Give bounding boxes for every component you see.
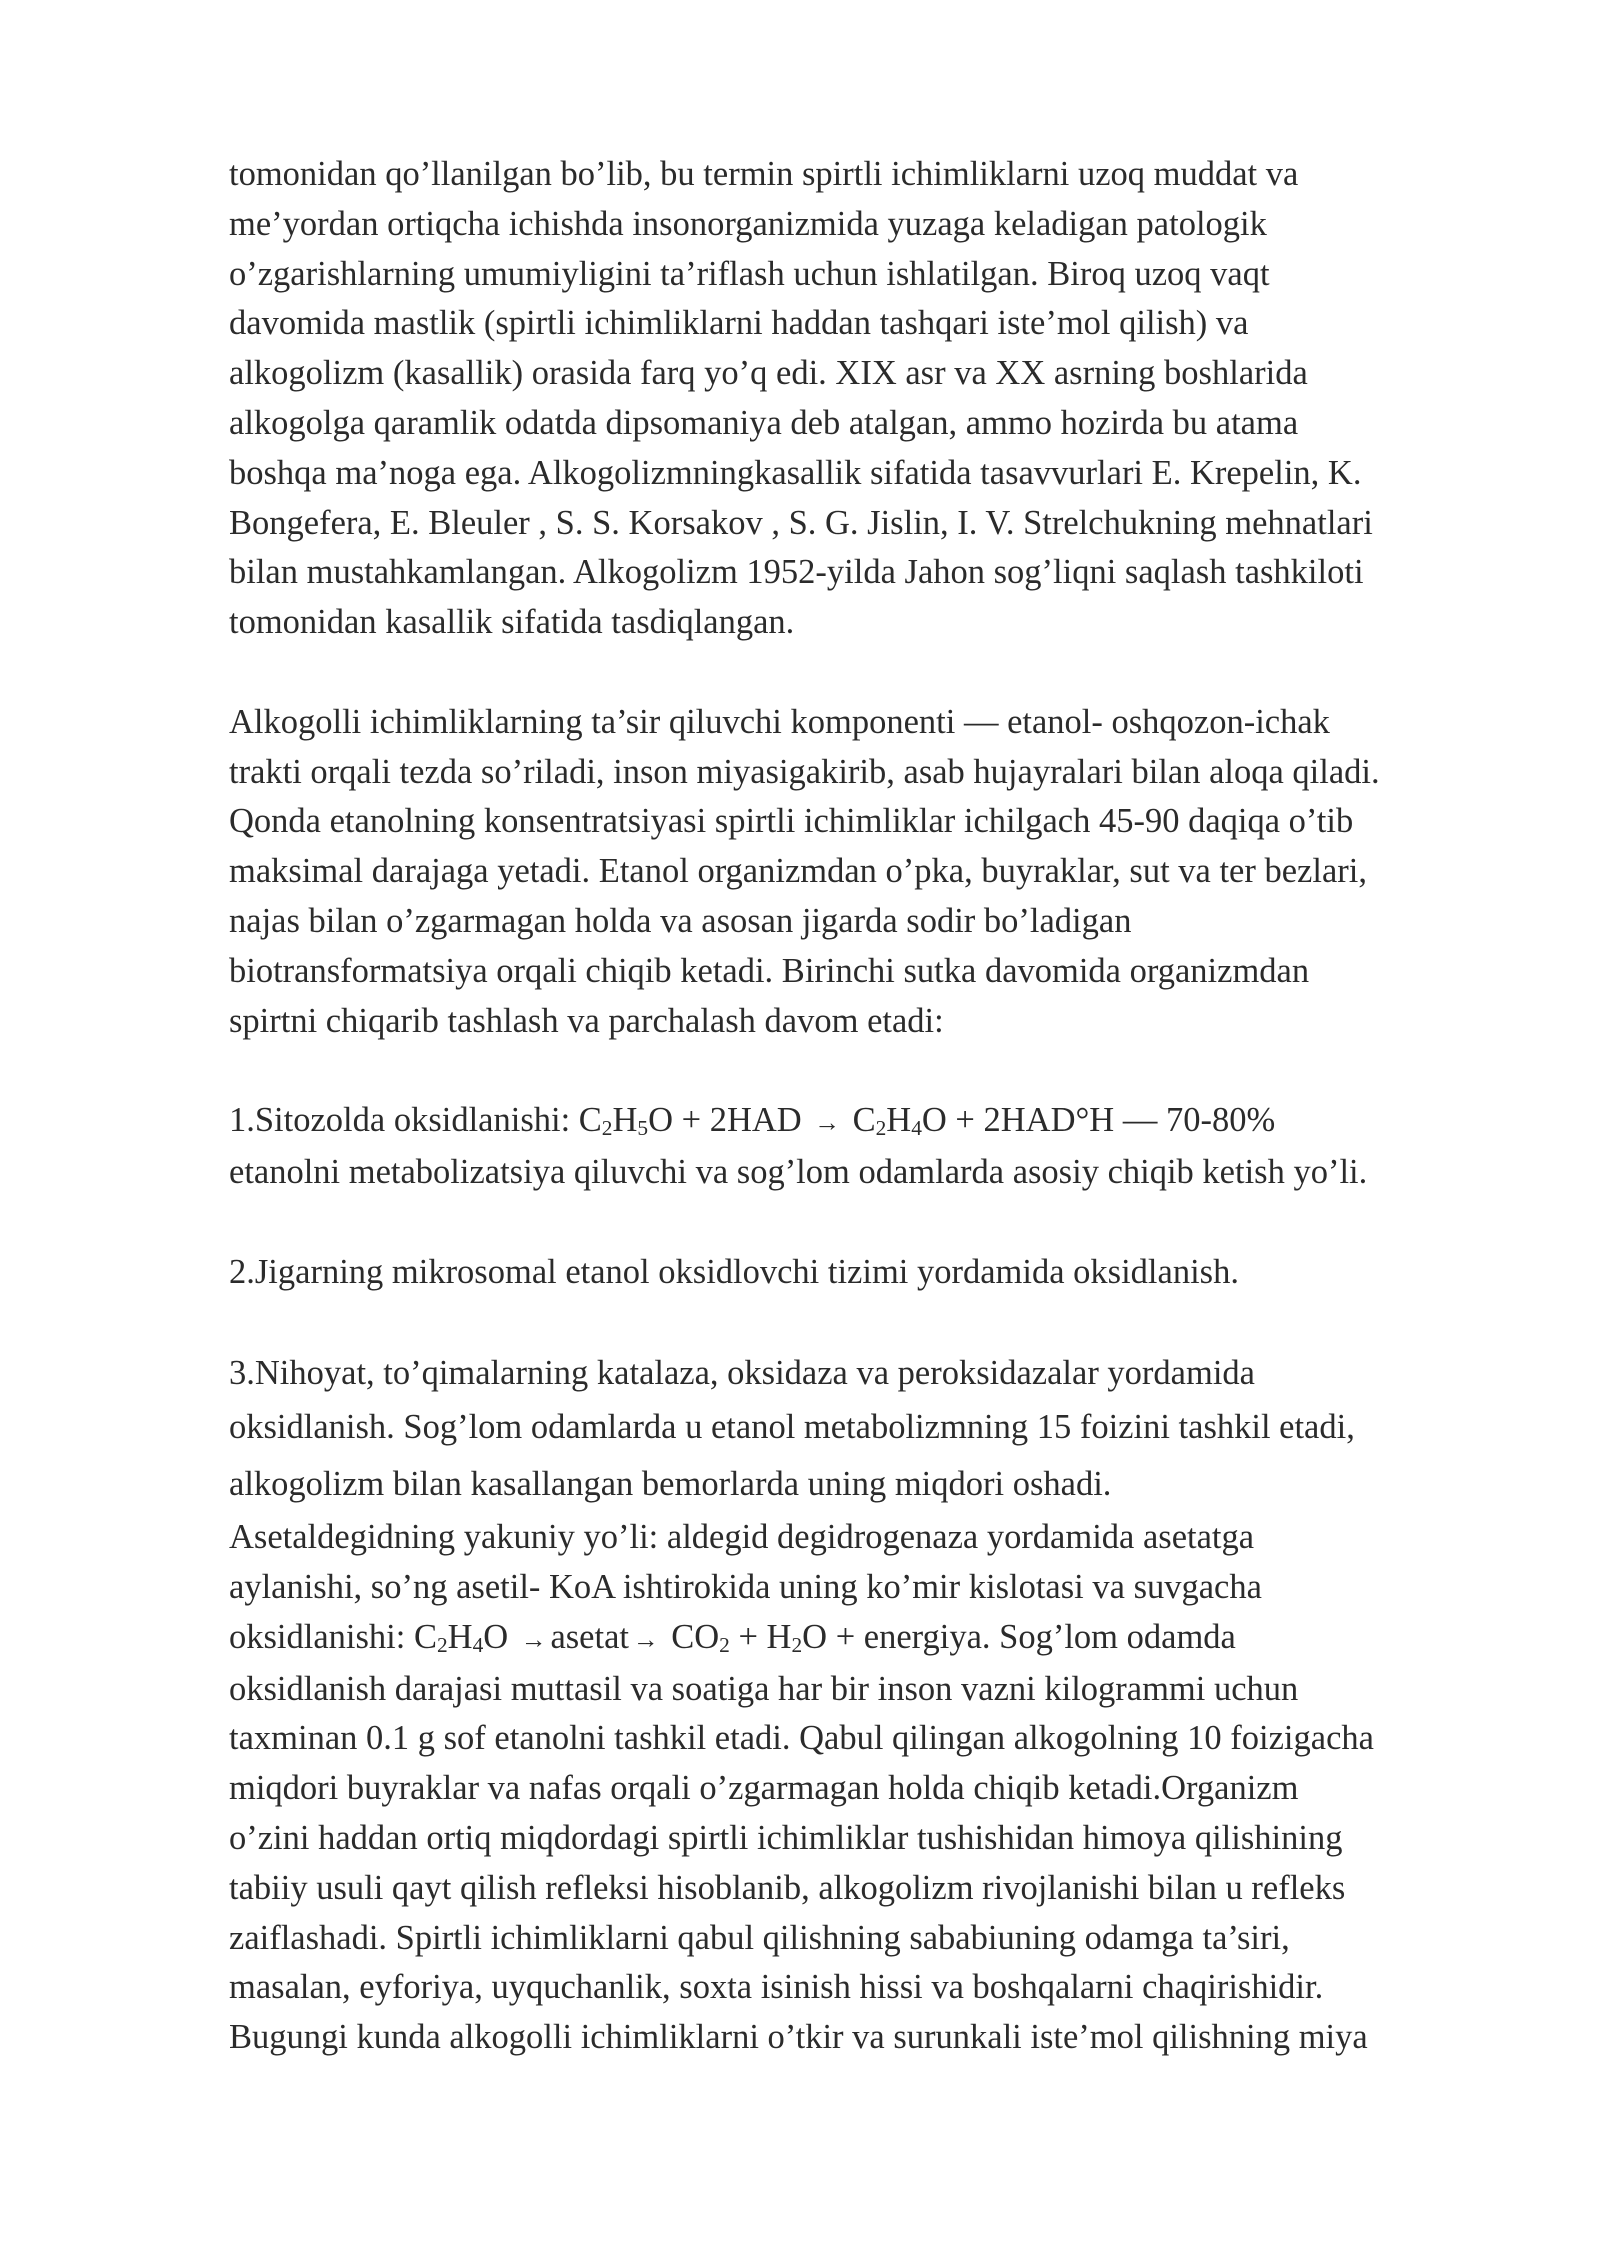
formula-text: H: [612, 1101, 638, 1140]
paragraph-1: [229, 150, 1509, 648]
text-line: masalan, eyforiya, uyquchanlik, soxta isinish hissi va boshqalarni chaqirishidir.: [229, 1968, 1324, 2007]
text-line: taxminan 0.1 g sof etanolni tashkil etadi. Qabul qilingan alkogolning 10 foizigacha: [229, 1719, 1374, 1758]
text-line: bilan mustahkamlangan. Alkogolizm 1952-yilda Jahon sog’liqni saqlash tashkiloti: [229, 553, 1364, 592]
formula-text: C: [852, 1101, 876, 1140]
text-line: Qonda etanolning konsentratsiyasi spirtli ichimliklar ichilgach 45-90 daqiqa o’tib: [229, 802, 1354, 841]
list-item-1: [229, 1096, 1509, 1198]
subscript: 2: [875, 1115, 887, 1140]
text-line: oksidlanish. Sog’lom odamlarda u etanol metabolizmning 15 foizini tashkil etadi,: [229, 1408, 1355, 1447]
text-line: tomonidan kasallik sifatida tasdiqlangan.: [229, 603, 795, 642]
text-line: alkogolga qaramlik odatda dipsomaniya deb atalgan, ammo hozirda bu atama: [229, 403, 1299, 442]
formula-text: O + 2HAD°H — 70-80%: [921, 1101, 1276, 1140]
formula-text: H: [886, 1101, 912, 1140]
text-line: Alkogolli ichimliklarning ta’sir qiluvchi komponenti — etanol- oshqozon-ichak: [229, 702, 1330, 741]
formula-text: asetat: [550, 1617, 629, 1656]
text-line: boshqa ma’noga ega. Alkogolizmningkasallik sifatida tasavvurlari E. Krepelin, K.: [229, 453, 1362, 492]
paragraph-gap: [229, 1198, 1509, 1248]
formula-text: O + 2HAD: [648, 1101, 802, 1140]
paragraph-gap: [229, 1046, 1509, 1096]
formula-line: [229, 1096, 1509, 1148]
formula-text: O + energiya. Sog’lom odamda: [802, 1617, 1236, 1656]
text-line: Bugungi kunda alkogolli ichimliklarni o’tkir va surunkali iste’mol qilishning miya: [229, 2018, 1368, 2057]
list-item-2: [229, 1248, 1509, 1298]
arrow-icon: →: [632, 1624, 659, 1654]
text-line: aylanishi, so’ng asetil- KoA ishtirokida uning ko’mir kislotasi va suvgacha: [229, 1567, 1262, 1606]
formula-text: H: [447, 1617, 473, 1656]
text-line: najas bilan o’zgarmagan holda va asosan jigarda sodir bo’ladigan: [229, 901, 1132, 940]
text-line: 3.Nihoyat, to’qimalarning katalaza, oksidaza va peroksidazalar yordamida: [229, 1354, 1255, 1393]
text-line: oksidlanish darajasi muttasil va soatiga har bir inson vazni kilogrammi uchun: [229, 1669, 1299, 1708]
subscript: 2: [601, 1115, 613, 1140]
paragraph-gap: [229, 648, 1509, 698]
text-line: spirtni chiqarib tashlash va parchalash davom etadi:: [229, 1001, 944, 1040]
arrow-icon: →: [814, 1108, 841, 1138]
text-line: trakti orqali tezda so’riladi, inson miyasigakirib, asab hujayralari bilan aloqa qiladi.: [229, 752, 1380, 791]
text-line: miqdori buyraklar va nafas orqali o’zgarmagan holda chiqib ketadi.Organizm: [229, 1769, 1299, 1808]
document-page: [229, 150, 1509, 2063]
paragraph-4: [229, 1513, 1509, 2063]
list-item-3: [229, 1349, 1509, 1513]
subscript: 2: [791, 1632, 803, 1657]
text-line: o’zgarishlarning umumiyligini ta’riflash uchun ishlatilgan. Biroq uzoq vaqt: [229, 254, 1270, 293]
text-line: o’zini haddan ortiq miqdordagi spirtli ichimliklar tushishidan himoya qilishining: [229, 1818, 1343, 1857]
text-line: davomida mastlik (spirtli ichimliklarni haddan tashqari iste’mol qilish) va: [229, 304, 1249, 343]
formula-text: O: [483, 1617, 509, 1656]
formula-text: CO: [671, 1617, 720, 1656]
text-line: alkogolizm bilan kasallangan bemorlarda uning miqdori oshadi.: [229, 1465, 1112, 1504]
paragraph-gap: [229, 1297, 1509, 1349]
text-line: me’yordan ortiqcha ichishda insonorganizmida yuzaga keladigan patologik: [229, 204, 1267, 243]
formula-line: [229, 1613, 1509, 1665]
text-line: biotransformatsiya orqali chiqib ketadi. Birinchi sutka davomida organizmdan: [229, 951, 1310, 990]
text-line: tomonidan qo’llanilgan bo’lib, bu termin spirtli ichimliklarni uzoq muddat va: [229, 155, 1299, 193]
text-line: 2.Jigarning mikrosomal etanol oksidlovchi tizimi yordamida oksidlanish.: [229, 1252, 1239, 1291]
text-line: maksimal darajaga yetadi. Etanol organizmdan o’pka, buyraklar, sut va ter bezlari,: [229, 852, 1367, 891]
text-line: alkogolizm (kasallik) orasida farq yo’q edi. XIX asr va XX asrning boshlarida: [229, 354, 1308, 393]
list-item-1-prefix: 1.Sitozolda oksidlanishi: C: [229, 1101, 602, 1140]
subscript: 4: [911, 1115, 922, 1140]
text-line: tabiiy usuli qayt qilish refleksi hisoblanib, alkogolizm rivojlanishi bilan u refleks: [229, 1868, 1346, 1907]
subscript: 4: [472, 1632, 484, 1657]
paragraph-2: [229, 698, 1509, 1047]
text-line: Bongefera, E. Bleuler , S. S. Korsakov , S. G. Jislin, I. V. Strelchukning mehnatlari: [229, 503, 1373, 542]
formula-text: oksidlanishi: C: [229, 1617, 437, 1656]
text-line: zaiflashadi. Spirtli ichimliklarni qabul qilishning sababiuning odamga ta’siri,: [229, 1918, 1290, 1957]
text-line: etanolni metabolizatsiya qiluvchi va sog’lom odamlarda asosiy chiqib ketish yo’li.: [229, 1152, 1368, 1191]
formula-text: + H: [738, 1617, 792, 1656]
arrow-icon: →: [520, 1624, 547, 1654]
subscript: 2: [436, 1632, 448, 1657]
subscript: 2: [719, 1632, 730, 1657]
text-line: Asetaldegidning yakuniy yo’li: aldegid degidrogenaza yordamida asetatga: [229, 1518, 1255, 1557]
subscript: 5: [637, 1115, 649, 1140]
